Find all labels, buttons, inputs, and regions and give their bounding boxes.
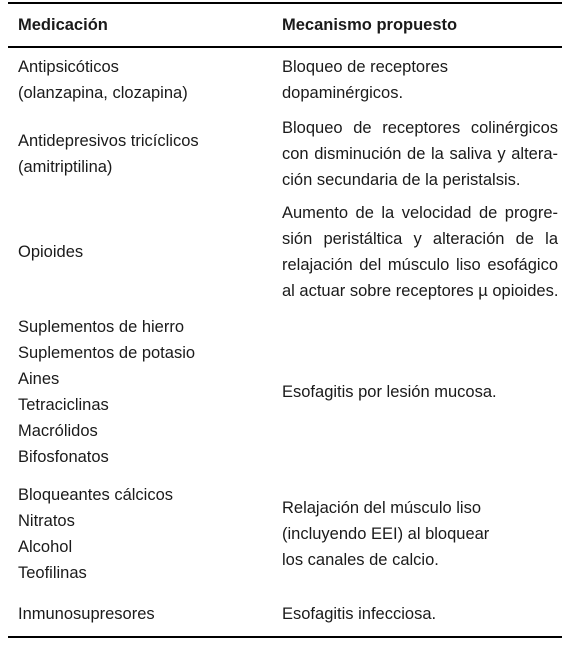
medication-line: Nitratos xyxy=(18,512,75,530)
mechanism-line: dopaminérgicos. xyxy=(282,83,404,102)
medication-line: Bloqueantes cálcicos xyxy=(18,486,174,504)
mechanism-cell xyxy=(274,47,562,111)
medication-line: (amitriptilina) xyxy=(18,158,113,176)
mechanism-line: los canales de calcio. xyxy=(282,551,439,569)
mechanism-line: sión peristáltica y alteración de la xyxy=(282,230,558,248)
medication-cell xyxy=(8,477,274,591)
medication-line: Aines xyxy=(18,370,60,388)
mechanism-line: Esofagitis por lesión mucosa. xyxy=(282,383,497,401)
mechanism-line: (incluyendo EEI) al bloquear xyxy=(282,525,490,543)
mechanism-line: ción secundaria de la peristalsis. xyxy=(282,171,521,189)
medication-line: Macrólidos xyxy=(18,422,98,440)
medication-line: Inmunosupresores xyxy=(18,604,155,623)
medication-line: Bifosfonatos xyxy=(18,448,109,466)
medication-cell xyxy=(8,307,274,477)
medication-cell xyxy=(8,591,274,637)
mechanism-line: Bloqueo de receptores xyxy=(282,57,449,76)
header-mechanism: Mecanismo propuesto xyxy=(274,3,562,47)
table-row xyxy=(8,197,562,307)
mechanism-cell xyxy=(274,477,562,591)
medication-line: Opioides xyxy=(18,243,84,261)
mechanism-cell xyxy=(274,591,562,637)
medication-line: Suplementos de potasio xyxy=(18,344,196,362)
table-row xyxy=(8,307,562,477)
mechanism-line: Esofagitis infecciosa. xyxy=(282,604,437,623)
table-header xyxy=(8,3,562,47)
medication-line: Antipsicóticos xyxy=(18,57,119,76)
medication-line: Antidepresivos tricíclicos xyxy=(18,132,199,150)
medication-mechanism-table xyxy=(8,2,562,638)
mechanism-line: al actuar sobre receptores µ opioides. xyxy=(282,282,559,300)
table-row xyxy=(8,591,562,637)
mechanism-line: con disminución de la saliva y altera- xyxy=(282,145,558,163)
header-medication: Medicación xyxy=(8,3,274,47)
header-row xyxy=(8,3,562,47)
medication-cell xyxy=(8,111,274,197)
table-row xyxy=(8,111,562,197)
mechanism-line: relajación del músculo liso esofágico xyxy=(282,256,558,274)
medication-line: Tetraciclinas xyxy=(18,396,109,414)
mechanism-line: Bloqueo de receptores colinérgicos xyxy=(282,119,558,137)
medication-line: Alcohol xyxy=(18,538,73,556)
mechanism-line: Relajación del músculo liso xyxy=(282,499,482,517)
mechanism-cell xyxy=(274,197,562,307)
table-row xyxy=(8,47,562,111)
mechanism-line: Aumento de la velocidad de progre- xyxy=(282,204,558,222)
table-row xyxy=(8,477,562,591)
mechanism-cell xyxy=(274,111,562,197)
medication-cell xyxy=(8,197,274,307)
medication-line: Suplementos de hierro xyxy=(18,318,185,336)
medication-cell xyxy=(8,47,274,111)
mechanism-cell xyxy=(274,307,562,477)
medication-line: Teofilinas xyxy=(18,564,87,582)
medication-line: (olanzapina, clozapina) xyxy=(18,83,188,102)
